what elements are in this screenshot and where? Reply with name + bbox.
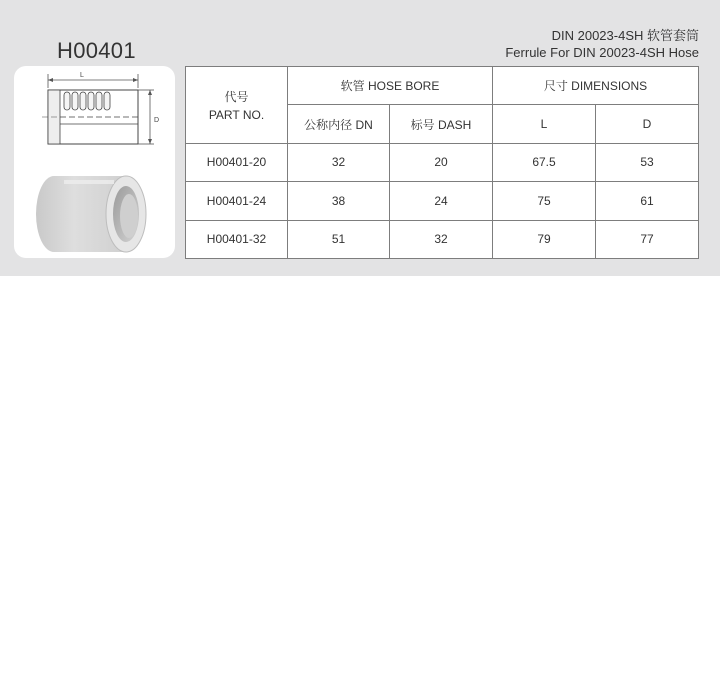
table-row — [186, 182, 699, 220]
part-no-header-en: PART NO. — [208, 107, 265, 122]
l-cell: 75 — [493, 182, 596, 220]
part-no-header — [186, 67, 288, 144]
dn-cell: 32 — [288, 143, 390, 181]
table-row — [186, 220, 699, 258]
dash-cell: 32 — [390, 220, 493, 258]
d-header: D — [596, 105, 699, 143]
part-cell: H00401-32 — [186, 220, 288, 258]
dim-l-label: L — [80, 72, 84, 79]
dim-d-label: D — [154, 117, 160, 124]
part-cell: H00401-20 — [186, 143, 288, 181]
product-code-title: H00401 — [57, 38, 136, 63]
technical-drawing — [42, 72, 159, 144]
dash-cell: 20 — [390, 143, 493, 181]
dimensions-header: 尺寸 DIMENSIONS — [493, 67, 699, 105]
dash-header: 标号 DASH — [390, 105, 493, 143]
product-header — [505, 27, 699, 61]
standard-title-cn: DIN 20023-4SH 软管套筒 — [551, 28, 699, 43]
l-cell: 67.5 — [493, 143, 596, 181]
dash-cell: 24 — [390, 182, 493, 220]
product-image-card — [14, 66, 175, 258]
hose-bore-header: 软管 HOSE BORE — [288, 67, 493, 105]
d-cell: 61 — [596, 182, 699, 220]
ferrule-illustration — [14, 66, 175, 258]
l-header: L — [493, 105, 596, 143]
table-header-row — [186, 67, 699, 105]
d-cell: 77 — [596, 220, 699, 258]
part-cell: H00401-24 — [186, 182, 288, 220]
ferrule-3d-render — [36, 176, 146, 252]
spec-table — [185, 66, 699, 259]
dn-header: 公称内径 DN — [288, 105, 390, 143]
dn-cell: 51 — [288, 220, 390, 258]
part-no-header-cn: 代号 — [224, 89, 249, 104]
d-cell: 53 — [596, 143, 699, 181]
table-row — [186, 143, 699, 181]
standard-title-en: Ferrule For DIN 20023-4SH Hose — [505, 45, 699, 60]
dn-cell: 38 — [288, 182, 390, 220]
l-cell: 79 — [493, 220, 596, 258]
